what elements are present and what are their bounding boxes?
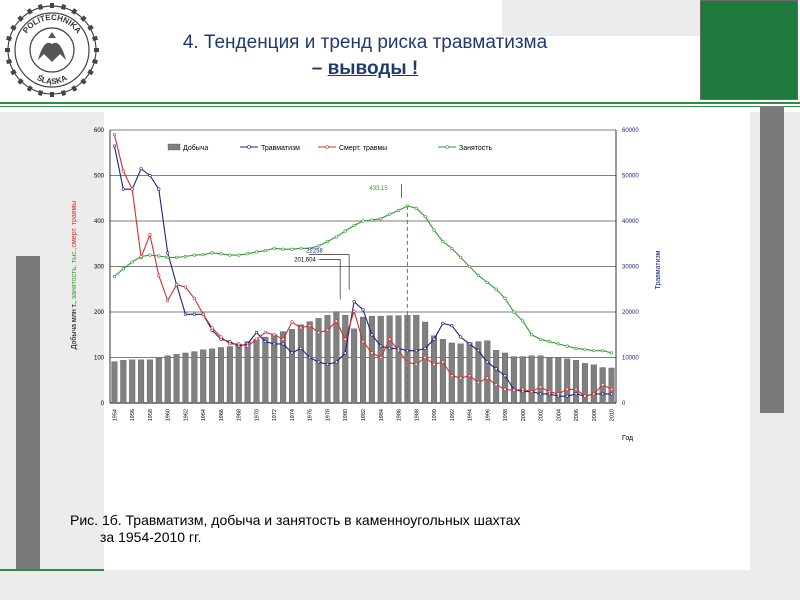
y-left-tick-label: 300 [93,264,104,271]
x-tick-label: 1966 [218,409,225,422]
point-fatal [504,388,507,391]
point-injury [193,313,196,316]
point-employment [282,248,285,251]
point-fatal [131,188,134,191]
y-left-tick-label: 0 [100,401,104,407]
point-employment [379,217,382,220]
point-injury [273,343,276,346]
point-fatal [220,336,223,339]
legend-swatch-marker [248,146,251,149]
point-fatal [433,363,436,366]
point-injury [539,393,542,396]
x-tick-label: 1960 [165,409,172,422]
point-employment [220,252,223,255]
point-injury [335,361,338,364]
point-fatal [379,356,382,359]
point-fatal [122,170,125,173]
bar-production [529,356,535,403]
x-tick-label: 2008 [591,409,598,422]
legend-swatch-marker [446,146,449,149]
bar-production [609,368,615,403]
legend-swatch-bar [168,144,180,150]
point-fatal [335,320,338,323]
point-injury [415,349,418,352]
point-employment [211,252,214,255]
point-injury [326,363,329,366]
figure-caption-line2: за 1954-2010 гг. [100,529,202,545]
point-fatal [593,393,596,396]
bar-production [120,360,126,403]
point-employment [566,345,569,348]
point-fatal [495,384,498,387]
logo-text-top: POLITECHNIKA [21,12,83,36]
bar-production [129,360,135,403]
point-injury [433,338,436,341]
point-injury [140,167,143,170]
point-employment [477,274,480,277]
y-left-axis-label-part: занятость, тыс., [71,247,78,300]
subtitle-conclusions: выводы ! [327,58,419,79]
point-injury [264,340,267,343]
point-injury [442,322,445,325]
point-injury [291,352,294,355]
y-right-tick-label: 50000 [622,173,639,180]
bar-production [209,349,215,403]
x-tick-label: 1968 [236,409,243,422]
point-fatal [610,388,613,391]
y-right-tick-label: 20000 [622,310,639,316]
bar-production [511,357,517,403]
point-injury [184,313,187,316]
x-tick-label: 1964 [201,409,208,422]
point-fatal [424,356,427,359]
point-employment [344,230,347,233]
point-employment [539,338,542,341]
point-employment [113,275,116,278]
point-employment [166,256,169,259]
point-fatal [397,349,400,352]
x-tick-label: 1988 [414,409,421,422]
point-employment [237,254,240,257]
point-employment [175,256,178,259]
y-left-tick-label: 500 [93,173,104,180]
point-injury [450,324,453,327]
point-injury [122,188,125,191]
bar-production [298,325,304,403]
point-injury [113,145,116,148]
point-fatal [388,338,391,341]
bar-production [147,360,153,403]
point-injury [255,331,258,334]
point-employment [397,209,400,212]
point-injury [575,393,578,396]
x-tick-label: 1972 [272,409,279,422]
point-employment [442,240,445,243]
bar-production [307,322,313,403]
x-tick-label: 1978 [325,409,332,422]
legend-swatch-marker [326,146,329,149]
point-employment [193,254,196,257]
bar-production [538,356,544,403]
point-injury [459,336,462,339]
x-tick-label: 1990 [432,409,439,422]
bar-production [547,358,553,404]
point-employment [557,343,560,346]
bar-production [396,316,402,403]
y-left-tick-label: 100 [93,355,104,362]
bar-production [440,339,446,403]
bar-production [165,356,171,403]
bar-production [413,315,419,403]
point-employment [575,347,578,350]
point-fatal [566,388,569,391]
point-fatal [344,338,347,341]
bar-production [183,353,189,403]
point-injury [424,347,427,350]
point-employment [273,247,276,250]
y-right-tick-label: 10000 [622,355,639,362]
point-employment [504,297,507,300]
bar-production [289,329,295,403]
point-fatal [362,340,365,343]
legend-label: Занятость [459,145,493,152]
point-employment [548,340,551,343]
point-fatal [149,233,152,236]
x-tick-label: 2006 [574,409,581,422]
point-fatal [229,343,232,346]
point-fatal [166,299,169,302]
point-employment [495,288,498,291]
point-fatal [255,338,258,341]
point-fatal [513,389,516,392]
point-employment [353,224,356,227]
point-injury [300,347,303,350]
legend-label: Травматизм [261,145,300,152]
bar-production [351,329,357,403]
point-employment [450,247,453,250]
point-injury [601,393,604,396]
point-employment [415,207,418,210]
legend-label: Добыча [183,145,209,152]
x-tick-label: 1980 [343,409,350,422]
point-employment [122,267,125,270]
point-injury [344,352,347,355]
page-title: 4. Тенденция и тренд риска травматизма [182,32,548,53]
point-fatal [184,286,187,289]
x-tick-label: 2002 [538,409,545,422]
point-injury [388,347,391,350]
point-injury [308,356,311,359]
bar-production [422,322,428,403]
point-employment [140,255,143,258]
y-left-tick-label: 200 [93,310,104,316]
point-fatal [539,386,542,389]
bar-production [520,357,526,403]
point-injury [610,393,613,396]
point-employment [264,249,267,252]
point-employment [486,281,489,284]
point-employment [202,253,205,256]
point-employment [521,320,524,323]
point-injury [362,308,365,311]
point-fatal [264,331,267,334]
point-fatal [326,329,329,332]
y-left-tick-label: 600 [93,128,104,134]
x-axis-label: Год [622,435,634,442]
point-fatal [415,363,418,366]
x-tick-label: 1974 [289,409,296,422]
point-injury [317,361,320,364]
point-fatal [282,338,285,341]
y-right-tick-label: 0 [622,401,626,407]
point-employment [601,349,604,352]
x-tick-label: 2010 [609,409,616,422]
point-employment [246,252,249,255]
point-injury [566,395,569,398]
bar-production [138,360,144,403]
point-fatal [273,333,276,336]
legend-label: Смерт. травмы [339,145,388,152]
point-employment [610,352,613,355]
point-fatal [601,384,604,387]
bar-production [360,317,366,403]
point-fatal [442,361,445,364]
x-tick-label: 1994 [467,409,474,422]
point-employment [255,251,258,254]
y-left-axis-label [70,201,78,350]
bar-production [263,337,269,403]
bar-production [236,344,242,403]
point-employment [584,348,587,351]
y-right-tick-label: 30000 [622,264,639,271]
point-fatal [353,310,356,313]
point-fatal [371,352,374,355]
x-tick-label: 1984 [378,409,385,422]
point-employment [131,261,134,264]
point-fatal [175,283,178,286]
point-employment [468,265,471,268]
point-fatal [486,377,489,380]
point-fatal [237,343,240,346]
annotation-label: 22258 [306,248,323,255]
bar-production [387,316,393,403]
point-fatal [459,377,462,380]
point-fatal [584,395,587,398]
point-employment [326,240,329,243]
x-tick-label: 1976 [307,409,314,422]
bar-production [458,344,464,403]
point-fatal [530,390,533,393]
bar-production [591,365,597,403]
point-employment [433,229,436,232]
point-fatal [113,133,116,136]
point-fatal [548,390,551,393]
point-employment [317,245,320,248]
point-injury [353,300,356,303]
x-tick-label: 2004 [556,409,563,422]
point-employment [184,255,187,258]
point-injury [158,188,161,191]
annotation-leader [319,259,340,299]
point-fatal [211,327,214,330]
x-tick-label: 1970 [254,409,261,422]
bar-production [112,362,118,403]
point-fatal [450,374,453,377]
point-fatal [317,331,320,334]
point-fatal [158,274,161,277]
point-fatal [521,388,524,391]
x-tick-label: 1958 [147,409,154,422]
point-injury [495,368,498,371]
point-employment [459,256,462,259]
point-injury [149,174,152,177]
bar-production [431,336,437,403]
bar-production [493,350,499,403]
subtitle-dash: – [311,58,328,79]
point-employment [530,333,533,336]
y-right-axis-label: Травматизм [655,250,662,290]
point-employment [371,219,374,222]
point-fatal [557,393,560,396]
x-tick-label: 1962 [183,409,190,422]
x-tick-label: 1992 [449,409,456,422]
y-left-tick-label: 400 [93,219,104,225]
y-right-tick-label: 60000 [622,128,639,134]
x-tick-label: 1998 [503,409,510,422]
point-injury [468,343,471,346]
logo-text-bottom: ŚLĄSKA [35,73,69,87]
point-employment [300,247,303,250]
bar-production [218,347,224,403]
x-tick-label: 1954 [112,409,119,422]
bar-production [200,350,206,403]
bar-production [342,315,348,403]
point-employment [335,236,338,239]
y-left-axis-label-part: Добыча млн т., [71,299,78,350]
x-tick-label: 1986 [396,409,403,422]
point-employment [424,215,427,218]
bar-production [156,358,162,403]
point-fatal [308,324,311,327]
point-fatal [468,374,471,377]
point-injury [477,349,480,352]
point-employment [291,248,294,251]
point-fatal [291,321,294,324]
point-injury [282,343,285,346]
point-employment [158,255,161,258]
point-injury [379,345,382,348]
point-fatal [193,297,196,300]
point-fatal [477,381,480,384]
bar-production [484,341,490,403]
bar-production [174,354,180,403]
y-right-tick-label: 40000 [622,219,639,225]
bar-production [245,342,251,403]
annotation-label: 201,604 [294,257,316,264]
annotation-label: 433,15 [369,185,388,192]
bar-production [573,360,579,403]
point-employment [513,311,516,314]
bar-production [227,347,233,403]
point-employment [229,254,232,257]
x-tick-label: 1982 [361,409,367,422]
figure-caption-line1: Рис. 1б. Травматизм, добыча и занятость в каменноугольных шахтах [70,512,521,528]
point-injury [166,252,169,255]
bar-production [378,316,384,403]
bar-production [254,339,260,403]
point-fatal [202,313,205,316]
point-fatal [246,345,249,348]
point-employment [388,213,391,216]
point-fatal [300,327,303,330]
x-tick-label: 1996 [485,409,492,422]
point-employment [593,349,596,352]
point-injury [371,333,374,336]
bar-production [467,342,473,403]
point-employment [149,254,152,257]
bar-production [191,352,197,403]
point-injury [504,374,507,377]
x-tick-label: 2000 [520,409,527,422]
point-employment [362,220,365,223]
point-injury [486,361,489,364]
x-tick-label: 1956 [130,409,137,422]
y-left-axis-label-part: смерт. травмы [71,200,78,248]
point-fatal [575,388,578,391]
